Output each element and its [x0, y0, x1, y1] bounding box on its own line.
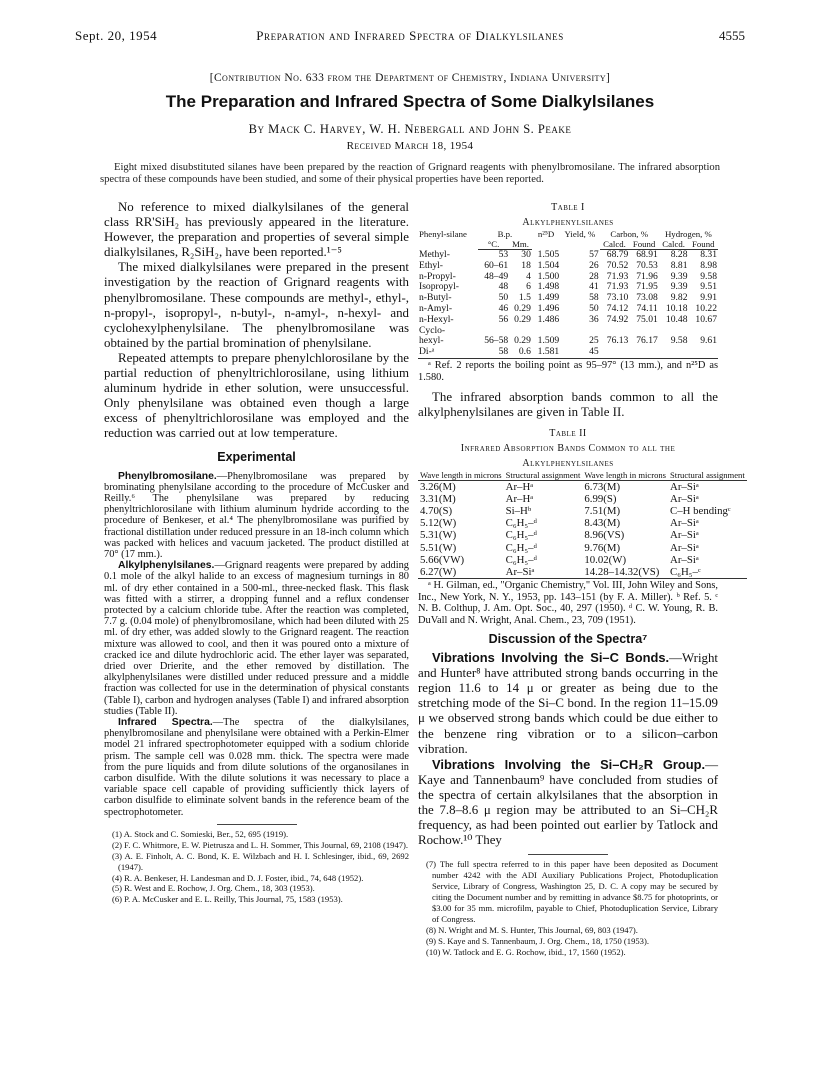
table-cell: Ar–Siᵃ — [670, 541, 699, 554]
table-cell: 0.29 — [514, 335, 531, 347]
table-cell: n-Hexyl- — [419, 313, 454, 325]
table-cell: Ar–Hᵃ — [505, 493, 534, 506]
table-cell: 74.11 — [636, 302, 658, 314]
table-cell: 70.53 — [636, 259, 658, 271]
author-byline: By Mack C. Harvey, W. H. Nebergall and John S. Peake — [248, 122, 572, 136]
table-cell: Ar–Hᵃ — [505, 481, 534, 494]
table-cell: 1.504 — [537, 259, 560, 271]
footnote-divider — [217, 824, 297, 825]
footnote: (3) A. E. Finholt, A. C. Bond, K. E. Wilzbach and H. I. Schlesinger, ibid., 69, 2692 (1947). — [112, 850, 409, 872]
paragraph-run-in-heading: Infrared Spectra. — [118, 717, 213, 729]
table-cell: 8.81 — [670, 259, 688, 271]
footnote: (4) R. A. Benkeser, H. Landesman and D. J. Foster, ibid., 74, 648 (1952). — [112, 872, 364, 883]
table-cell: 10.02(W) — [584, 553, 627, 566]
table-cell: n-Propyl- — [419, 270, 456, 282]
table-cell: C₆H₅–ᵈ — [505, 553, 537, 566]
footnote: (8) N. Wright and M. S. Hunter, This Journal, 69, 803 (1947). — [426, 924, 638, 935]
table-row — [418, 529, 747, 541]
table-cell: 3.31(M) — [420, 493, 456, 506]
table-header: °C. — [478, 240, 509, 250]
table-cell: 6.99(S) — [584, 493, 617, 506]
discussion-paragraph-si-c — [418, 650, 718, 757]
running-header-title: Preparation and Infrared Spectra of Dialkylsilanes — [256, 28, 564, 43]
table-cell: C–H bendingᶜ — [670, 505, 731, 518]
table-row — [418, 261, 718, 272]
running-header-date: Sept. 20, 1954 — [75, 28, 158, 43]
table-header: n²⁵D — [537, 229, 555, 240]
table-cell: 10.48 — [665, 313, 688, 325]
table-header: Calcd. — [659, 240, 689, 250]
table-2-intro: The infrared absorption bands common to all the alkylphenylsilanes are given in Table II. — [418, 389, 718, 419]
paragraph-run-in-heading: Vibrations Involving the Si–CH₂R Group. — [432, 756, 706, 772]
footnote: (6) P. A. McCusker and E. L. Reilly, This Journal, 75, 1583 (1953). — [112, 894, 343, 905]
table-cell: Isopropyl- — [419, 281, 459, 293]
table-cell: 56–58 — [484, 335, 509, 347]
table-cell: 36 — [589, 313, 599, 325]
table-2-footnote: ᵃ H. Gilman, ed., "Organic Chemistry," Vol. III, John Wiley and Sons, Inc., New York, N. Y., 1953, pp. 143–151 (by F. A. Miller). ᵇ Ref. 5. ᶜ N. B. Colthup, J. Am. Opt. Soc., 40, 297 (1950). ᵈ C. W. Young, R. B. DuVall and N. Wright, Anal. Chem., 23, 709 (1951). — [418, 579, 718, 627]
table-cell: 25 — [589, 335, 599, 347]
table-cell: 14.28–14.32(VS) — [582, 566, 668, 579]
table-cell: 0.29 — [514, 302, 531, 314]
article-title: The Preparation and Infrared Spectra of Some Dialkylsilanes — [165, 92, 655, 111]
table-cell: 58 — [478, 347, 509, 358]
table-header: Yield, % — [564, 229, 596, 240]
table-cell: 8.98 — [700, 259, 717, 271]
paragraph-text: —Grignard reagents were prepared by adding 0.1 mole of the alkyl halide to an excess of magnesium turnings in 80 ml. of dry ether contained in a 500-ml., three-necked flask. This flask was fitted with a stirrer, a dropping funnel and a reflux condenser protected by a calcium chloride tube. After the reaction was completed, 7.7 g. (0.04 mole) of phenylbromosilane, which had been diluted with 25 ml. of dry ether, was added slowly to the Grignard reagent. The reaction mixture was allowed to cool, and then it was poured onto a mixture of cracked ice and dilute hydrochloric acid. The ether layer was separated, dried over Drierite, and the ether removed by distillation. The alkylphenylsilanes were distilled under reduced pressure and a middle fraction was collected for use in the determination of physical constants (Table I), carbon and hydrogen analyses (Table I) and infrared absorption studies (Table II). — [104, 560, 409, 717]
table-cell: 46 — [498, 302, 509, 314]
table-cell: 8.96(VS) — [584, 529, 625, 542]
table-cell: 74.92 — [606, 313, 629, 325]
table-2-label: Table II — [549, 427, 587, 439]
table-cell: 7.51(M) — [584, 505, 621, 518]
table-header: Found — [629, 240, 658, 250]
table-cell: 71.93 — [606, 270, 629, 282]
table-cell: 53 — [498, 249, 509, 260]
table-cell: 71.95 — [636, 281, 658, 293]
table-cell — [600, 347, 630, 358]
table-cell: Ar–Siᵃ — [670, 529, 699, 542]
table-cell: 1.5 — [518, 292, 531, 304]
table-cell: 4 — [526, 270, 531, 282]
abstract: Eight mixed disubstituted silanes have been prepared by the reaction of Grignard reagents with phenylbromosilane. The infrared absorption spectra of these compounds have been studied, and some of their physical properties have been reported. — [100, 162, 720, 185]
paragraph-text: —Wright and Hunter⁸ have attributed strong bands occurring in the region 11.6 to 14 μ or greater as being due to the stretching mode of the Si–C bond. In the region 11–15.09 μ we observed strong bands which could be due either to the benzene ring vibration or to a silicon–carbon vibration. — [418, 651, 718, 756]
paragraph-run-in-heading: Vibrations Involving the Si–C Bonds. — [432, 650, 670, 666]
table-cell: Methyl- — [419, 248, 450, 260]
table-cell: 0.6 — [509, 347, 532, 358]
footnote: (1) A. Stock and C. Somieski, Ber., 52, 695 (1919). — [112, 828, 289, 839]
table-cell: 41 — [589, 281, 599, 293]
left-column — [104, 200, 409, 905]
table-cell: 50 — [589, 302, 599, 314]
table-cell: C₆H₅–ᵈ — [505, 541, 537, 554]
table-cell: 68.91 — [636, 249, 658, 260]
table-cell: 6.73(M) — [584, 481, 621, 494]
table-cell: n-Butyl- — [419, 292, 452, 304]
experimental-heading: Experimental — [217, 449, 296, 464]
table-header: Structural assignment — [670, 470, 745, 481]
table-cell: 4.70(S) — [420, 505, 453, 518]
table-cell: 6 — [526, 281, 531, 293]
table-header: Found — [689, 240, 719, 250]
table-header: Phenyl-silane — [419, 229, 467, 240]
table-cell: 76.17 — [636, 335, 658, 347]
table-cell: 9.58 — [700, 270, 717, 282]
discussion-heading: Discussion of the Spectra⁷ — [488, 631, 648, 646]
paragraph-text: —Phenylbromosilane was prepared by brominating phenylsilane according to the procedure of McCusker and Reilly.⁶ The phenylsilane was prepared by reducing phenyltrichlorosilane with lithium aluminum hydride according to the procedure of Benkeser, et al.⁴ The phenylbromosilane was purified by fractional distillation under reduced pressure in an 18-inch column which was packed with helices and vacuum jacketed. The product distilled at 70° (17 mm.). — [104, 470, 409, 561]
table-1-footnote: ᵃ Ref. 2 reports the boiling point as 95–97° (13 mm.), and n²⁵D as 1.580. — [418, 359, 718, 383]
table-cell: 60–61 — [484, 259, 509, 271]
contribution-line: [Contribution No. 633 from the Department of Chemistry, Indiana University] — [209, 72, 611, 84]
table-cell: 3.26(M) — [420, 481, 456, 494]
table-cell: C₆H₅–ᵈ — [505, 529, 537, 542]
table-cell: 30 — [521, 249, 531, 260]
table-cell: Ethyl- — [419, 259, 443, 271]
table-cell: 9.82 — [670, 292, 688, 304]
discussion-paragraph-si-ch2r — [418, 757, 718, 849]
table-cell: 18 — [521, 259, 531, 271]
table-cell: 10.22 — [695, 302, 717, 314]
table-cell: Ar–Siᵃ — [670, 517, 699, 530]
table-cell: 57 — [589, 248, 599, 260]
table-cell: 26 — [589, 259, 599, 271]
table-cell: 5.66(VW) — [420, 553, 465, 566]
footnote: (9) S. Kaye and S. Tannenbaum, J. Org. Chem., 18, 1750 (1953). — [426, 935, 649, 946]
table-cell: 9.91 — [700, 292, 717, 304]
experimental-paragraph-phenylbromosilane — [104, 471, 409, 561]
footnote: (2) F. C. Whitmore, E. W. Pietrusza and L. H. Sommer, This Journal, 69, 2108 (1947). — [112, 839, 409, 850]
intro-paragraph-3: Repeated attempts to prepare phenylchlorosilane by the partial reduction of phenyltrichlorosilane, using lithium aluminum hydride in ether solution, were unsuccessful. Only phenylsilane was obtained even though a large excess of phenyltrichlorosilane was employed and the reduction was carried out at low temperature. — [104, 350, 409, 441]
table-cell: 9.58 — [670, 335, 688, 347]
intro-paragraph-2: The mixed dialkylsilanes were prepared in the present investigation by the reaction of Grignard reagents with phenylbromosilane. These compounds are methyl-, ethyl-, n-propyl-, isopropyl-, n-butyl-, n-amyl-, n-hexyl- and cyclohexylphenylsilane. The phenylbromosilane was obtained by the partial bromination of phenylsilane. — [104, 260, 409, 350]
table-cell: 10.67 — [695, 313, 717, 325]
table-1-label: Table I — [551, 202, 585, 213]
table-cell: 71.96 — [636, 270, 658, 282]
table-cell: 48 — [498, 281, 509, 293]
table-cell: 0.29 — [514, 313, 531, 325]
table-row — [418, 554, 747, 566]
paragraph-text: —The spectra of the dialkylsilanes, phenylbromosilane and phenylsilane were obtained with a Perkin-Elmer model 21 infrared spectrophotometer equipped with a sodium chloride prism. The sample cell was 0.028 mm. thick. The spectra were made from the pure liquids and from dilute solutions of the organosilanes in carbon disulfide. With the dilute solutions it was necessary to place a variable space cell capable of providing sufficiently thick layers of carbon disulfide to eliminate solvent bands in the reference beam of the spectrophotometer. — [104, 717, 409, 818]
table-cell: C₆H₅–ᶜ — [668, 566, 747, 579]
table-row — [418, 505, 747, 517]
table-row — [418, 566, 747, 579]
table-cell: 8.31 — [700, 249, 717, 260]
table-cell: 1.499 — [537, 292, 560, 304]
table-cell: 73.10 — [606, 292, 629, 304]
table-cell: 73.08 — [636, 292, 658, 304]
table-cell: 9.61 — [700, 335, 717, 347]
table-cell: 1.505 — [537, 248, 560, 260]
table-cell: n-Amyl- — [419, 302, 453, 314]
table-row — [418, 493, 747, 505]
table-cell: 68.79 — [606, 249, 629, 260]
table-cell: 9.76(M) — [584, 541, 621, 554]
table-cell: Ar–Siᵃ — [670, 493, 699, 506]
table-cell: 1.509 — [537, 335, 560, 347]
table-cell: 8.28 — [670, 249, 688, 260]
received-date: Received March 18, 1954 — [346, 140, 474, 152]
paragraph-run-in-heading: Alkylphenylsilanes. — [118, 560, 215, 572]
table-cell: C₆H₅–ᵈ — [505, 517, 537, 530]
footnote-divider — [528, 854, 608, 855]
table-cell: 58 — [589, 292, 599, 304]
table-cell: 48–49 — [484, 270, 509, 282]
table-cell: 8.43(M) — [584, 517, 621, 530]
table-cell: 1.498 — [537, 281, 560, 293]
table-header: Structural assignment — [505, 470, 581, 481]
table-cell: 56 — [498, 313, 509, 325]
table-row — [418, 347, 718, 358]
table-cell: Cyclo- — [419, 324, 446, 336]
table-row — [418, 336, 718, 347]
table-header: Wave length in microns — [420, 470, 502, 481]
table-cell: 70.52 — [606, 259, 629, 271]
table-cell: 1.581 — [532, 347, 560, 358]
table-cell: 74.12 — [606, 302, 629, 314]
table-cell: 71.93 — [606, 281, 629, 293]
table-header: Wave length in microns — [584, 470, 667, 481]
table-cell — [689, 347, 719, 358]
table-cell: 75.01 — [636, 313, 658, 325]
table-cell: 9.51 — [700, 281, 717, 293]
table-1 — [418, 230, 718, 359]
table-cell: 5.51(W) — [420, 541, 457, 554]
table-cell: 9.39 — [670, 270, 688, 282]
table-header: Mm. — [509, 240, 532, 250]
table-cell: 1.486 — [537, 313, 560, 325]
table-cell: 9.39 — [670, 281, 688, 293]
table-cell: 6.27(W) — [418, 566, 504, 579]
table-cell: Ar–Siᵃ — [670, 553, 699, 566]
table-cell: Ar–Siᵃ — [504, 566, 583, 579]
table-2-caption: Infrared Absorption Bands Common to all the Alkylphenylsilanes — [460, 442, 676, 469]
footnote: (7) The full spectra referred to in this paper have been deposited as Document number 4242 with the ADI Auxiliary Publications Project, Photoduplication Service, Library of Congress, Washington 25, D. C. A copy may be secured by citing the Document number and by remitting in advance $8.75 for photoprints, or $3.00 for 35 mm. microfilm, payable to Chief, Photoduplication Service, Library of Congress. — [426, 859, 718, 924]
table-cell: Si–Hᵇ — [505, 505, 532, 518]
table-row — [418, 542, 747, 554]
table-header: Hydrogen, % — [664, 229, 712, 240]
table-cell: 5.12(W) — [420, 517, 457, 530]
table-cell: 45 — [560, 347, 599, 358]
footnote: (5) R. West and E. Rochow, J. Org. Chem., 18, 303 (1953). — [112, 883, 315, 894]
table-cell: 76.13 — [606, 335, 629, 347]
table-header: Carbon, % — [610, 229, 649, 240]
table-row — [418, 315, 718, 326]
right-column — [418, 200, 745, 957]
table-cell: 1.496 — [537, 302, 560, 314]
footnote: (10) W. Tatlock and E. G. Rochow, ibid., 17, 1560 (1952). — [426, 946, 626, 957]
experimental-paragraph-alkylphenylsilanes — [104, 560, 409, 717]
paragraph-text: —Kaye and Tannenbaum⁹ have concluded from studies of the spectra of certain alkylsilanes that the absorption in the 7.8–8.6 μ region may be attributed to an Si–CH₂R frequency, as had been pointed out earlier by Tatlock and Rochow.¹⁰ They — [418, 757, 718, 848]
intro-paragraph-1: No reference to mixed dialkylsilanes of the general class RR'SiH₂ has previously appeared in the literature. However, the preparation and properties of several simple dialkylsilanes, R₂SiH₂, have been reported.¹⁻⁵ — [104, 200, 409, 260]
table-cell: 28 — [589, 270, 599, 282]
table-header: B.p. — [497, 229, 513, 240]
table-cell — [629, 347, 658, 358]
table-cell: hexyl- — [419, 335, 444, 347]
paragraph-run-in-heading: Phenylbromosilane. — [118, 470, 217, 482]
table-cell: 5.31(W) — [420, 529, 457, 542]
table-row — [418, 481, 747, 494]
experimental-paragraph-infrared — [104, 717, 409, 818]
table-1-caption: Alkylphenylsilanes — [522, 217, 614, 229]
table-cell: 10.18 — [665, 302, 688, 314]
table-cell: 1.500 — [537, 270, 560, 282]
table-cell: 50 — [498, 292, 509, 304]
page-number: 4555 — [719, 28, 745, 43]
table-row — [418, 517, 747, 529]
table-header: Calcd. — [600, 240, 630, 250]
table-cell: Di-ᵃ — [418, 347, 478, 358]
table-cell: Ar–Siᵃ — [670, 481, 699, 494]
table-2 — [418, 471, 747, 579]
table-cell — [659, 347, 689, 358]
